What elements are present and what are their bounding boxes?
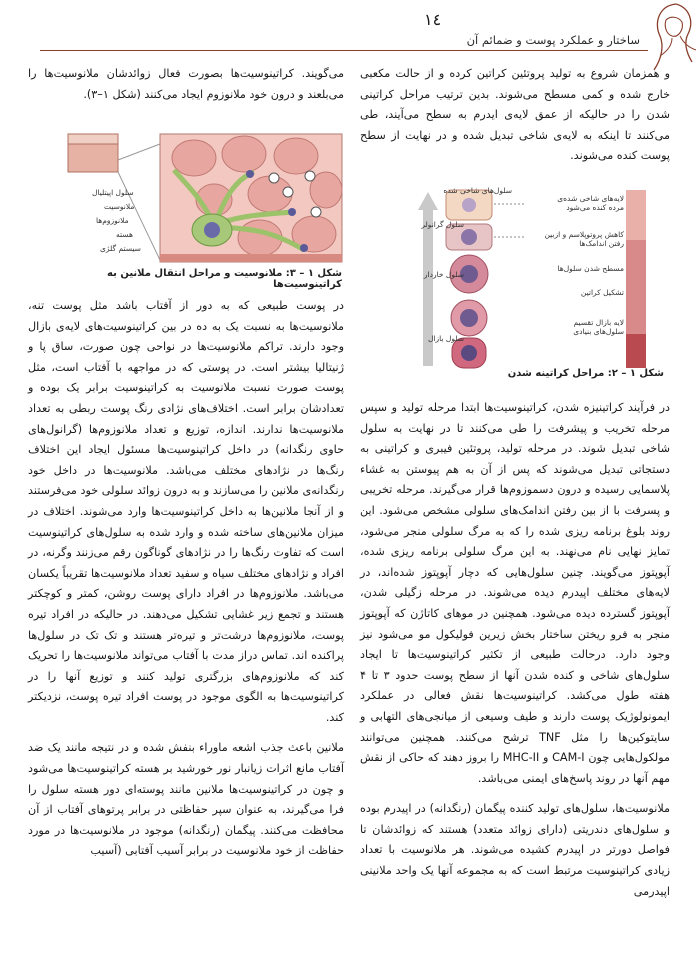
label-shed-layers: لایه‌های شاخی شده‌ی مرده کنده می‌شود bbox=[557, 194, 624, 212]
paragraph: ملانین باعث جذب اشعه ماوراء بنفش شده و در نتیجه مانند یک ضد آفتاب مانع اثرات زیانبار نور خورشید بر هسته کراتینوسیت‌ها می‌شود و چون در کراتینوسیت‌ها ملانین مانند پوسته‌ای دور هسته سلول را فرا می‌گیرند، به عنوان سپر حفاظتی در برابر پرتوهای آفتاب از آن محافظت می‌کنند. پیگمان (رنگدانه) موجود در ملانوسیت‌ها در مورد حفاظت از خود ملانوسیت در برابر آسیب آفتابی (آسیب bbox=[28, 741, 344, 858]
label-flattening: مسطح شدن سلول‌ها bbox=[557, 264, 624, 273]
label-organelle-loss: کاهش پروتوپلاسم و ازبین رفتن اندامک‌ها bbox=[544, 230, 624, 248]
left-column-body bbox=[28, 296, 344, 862]
figure3-caption: شکل ۱ – ۳: ملانوسیت و مراحل انتقال ملانین به کراتینوسیت‌ها bbox=[107, 268, 342, 290]
paragraph: می‌گویند. کراتینوسیت‌ها بصورت فعال زوائدشان ملانوسیت‌ها را می‌بلعند و درون خود ملانوزوم ایجاد می‌کنند (شکل ۱–۳). bbox=[28, 67, 344, 101]
figure2-caption: شکل ۱ – ۲: مراحل کراتینه شدن bbox=[507, 368, 664, 379]
label-golgi-system: سیستم گلژی bbox=[100, 244, 141, 253]
header-rule bbox=[40, 50, 648, 51]
label-spinous-cell: سلول خاردار bbox=[423, 270, 464, 279]
label-melanosomes: ملانوزوم‌ها bbox=[96, 216, 129, 225]
left-column-intro bbox=[28, 64, 344, 105]
label-basal-cell: سلول بازال bbox=[427, 334, 464, 343]
label-melanocyte: ملانوسیت bbox=[104, 202, 135, 211]
label-granular-cell: سلول گرانولر bbox=[421, 220, 464, 229]
paragraph: ملانوسیت‌ها، سلول‌های تولید کننده پیگمان (رنگدانه) در اپیدرم بوده و سلول‌های دندریتی (دارای زوائد متعدد) هستند که زوائدشان تا فواصل دورتر در اپیدرم کشیده می‌شوند. هر ملانوسیت با تعداد زیادی کراتینوسیت مرتبط است که به مجموعه آنها یک واحد ملانینی اپیدرمی bbox=[360, 802, 670, 898]
figure-keratinization bbox=[386, 184, 676, 374]
paragraph: در فرآیند کراتینیزه شدن، کراتینوسیت‌ها ابتدا مرحله تولید و سپس مرحله تخریب و پیشرفت را طی می‌کنند تا در نهایت به سلول شاخی تبدیل شوند. در مرحله تولید، پروتئین فیبری و کراتینی به دستجاتی تبدیل می‌شوند که پس از آن به هم پیوستن به غشاء پلاسمایی رسیده و درون دسموزوم‌ها قرار می‌گیرند. مرحله تخریبی و پسرفت با از بین رفتن اندامک‌های سلولی مشخص می‌شود. این روند بلوغ برنامه ریزی شده را که به مرگ سلولی منجر می‌شود، تمایز نهایی نام می‌نهند. به این مرگ سلولی برنامه ریزی شده، آپوپتوز می‌گویند. چنین سلول‌هایی که دچار آپوپتوز شده‌اند، در لایه‌های مختلف اپیدرم دیده می‌شوند. در مرحله زگیلی شدن، آپوپتوز گسترده دیده می‌شود. همچنین در موهای کاتاژن که آپوپتوز منجر به فرو ریختن ساختار بخش زیرین فولیکول مو می‌شود نیز وجود دارد. درحالت طبیعی از تکثیر کراتینوسیت‌ها تا ایجاد سلول‌های شاخی و کنده شدن آنها از سطح پوست حدود ۳ تا ۴ هفته طول می‌کشد. کراتینوسیت‌ها نقش فعالی در عملکرد ایمونولوژیک پوست دارند و طیف وسیعی از میانجی‌های التهابی و سایتوکین‌ها را مثل TNF ترشح می‌کنند. همچنین می‌توانند مولکول‌هایی چون CAM-I و MHC-II را بروز دهند که حاکی از نقش مهم آنها در روند پاسخ‌های ایمنی می‌باشد. bbox=[360, 401, 670, 785]
chapter-title: ساختار و عملکرد پوست و ضمائم آن bbox=[466, 33, 640, 47]
label-basal-division: لایه بازال تقسیم سلول‌های بنیادی bbox=[573, 318, 624, 336]
right-column-intro bbox=[360, 64, 670, 167]
right-column-body bbox=[360, 398, 670, 902]
keratinization-diagram bbox=[386, 184, 676, 374]
paragraph: و همزمان شروع به تولید پروتئین کراتین کرده و از حالت مکعبی خارج شده و کمی مسطح می‌شوند. بدین ترتیب مراحل کراتینی شدن را در حالیکه از عمق لایه‌ی ایدرم به سطح می‌آیند، طی می‌کنند تا اینکه به لایه‌ی شاخی تبدیل شده و در نهایت از سطح پوست کنده می‌شوند. bbox=[360, 67, 670, 163]
label-keratin-formation: تشکیل کراتین bbox=[580, 288, 624, 297]
page-header bbox=[0, 0, 700, 58]
label-cornified-cells: سلول‌های شاخی شده bbox=[443, 186, 512, 195]
figure-melanocyte bbox=[64, 130, 346, 266]
paragraph: در پوست طبیعی که به دور از آفتاب باشد مثل پوست تنه، ملانوسیت‌ها به نسبت یک به ده در بین کراتینوسیت‌های لایه‌ی بازال وجود دارند. تراکم ملانوسیت‌ها در نواحی چون صورت، ساق پا و ژنیتالیا بیشتر است. در پوستی که در مواجهه با آفتاب است، مثل پوست صورت نسبت ملانوسیت به کراتینوسیت برابر یک بوده و تعدادشان برابر است. اختلاف‌های نژادی رنگ پوست ربطی به تعداد ملانوسیت‌ها ندارند. اندازه، توزیع و تعداد ملانوزوم‌ها (گرانول‌های حاوی رنگدانه) در داخل کراتینوسیت‌ها مسئول ایجاد این اختلاف رنگ‌ها در نژادهای مختلف می‌باشد. ملانوسیت‌ها در داخل خود رنگدانه‌ی ملانین را می‌سازند و به درون زوائد سلولی خود می‌فرستند و از آنجا ملانین‌ها به داخل کراتینوسیت‌ها وارد می‌شوند. اختلاف در میزان ملانین‌های ساخته شده و وارد شده به سلول‌های کراتینوسیت است که تفاوت رنگ‌ها را در نژادهای گوناگون رقم می‌زنند وگرنه، در افراد و نژادهای مختلف سیاه و سفید تعداد ملانوسیت‌ها تقریباً یکسان می‌باشد. ملانوزوم‌ها در افراد دارای پوست روشن، کمتر و کوچکتر هستند و تجمع زیر غشایی تشکیل می‌دهند. در حالیکه در افراد تیره پوست، ملانوزوم‌ها درشت‌تر و تیره‌تر هستند و تک تک در سلول‌ها پراکنده اند. تماس دراز مدت با آفتاب می‌تواند ملانوسیت‌ها را تحریک کند که ملانوزوم‌های بزرگتری تولید کنند و توزیع آنها را در کراتینوسیت‌ها به الگوی موجود در پوست افراد تیره پوست، نزدیکتر کند. bbox=[28, 299, 344, 724]
page-number: ١٤ bbox=[424, 10, 442, 29]
label-nucleus: هسته bbox=[116, 230, 133, 239]
label-epithelial-cell: سلول اپیتلیال bbox=[92, 188, 134, 197]
